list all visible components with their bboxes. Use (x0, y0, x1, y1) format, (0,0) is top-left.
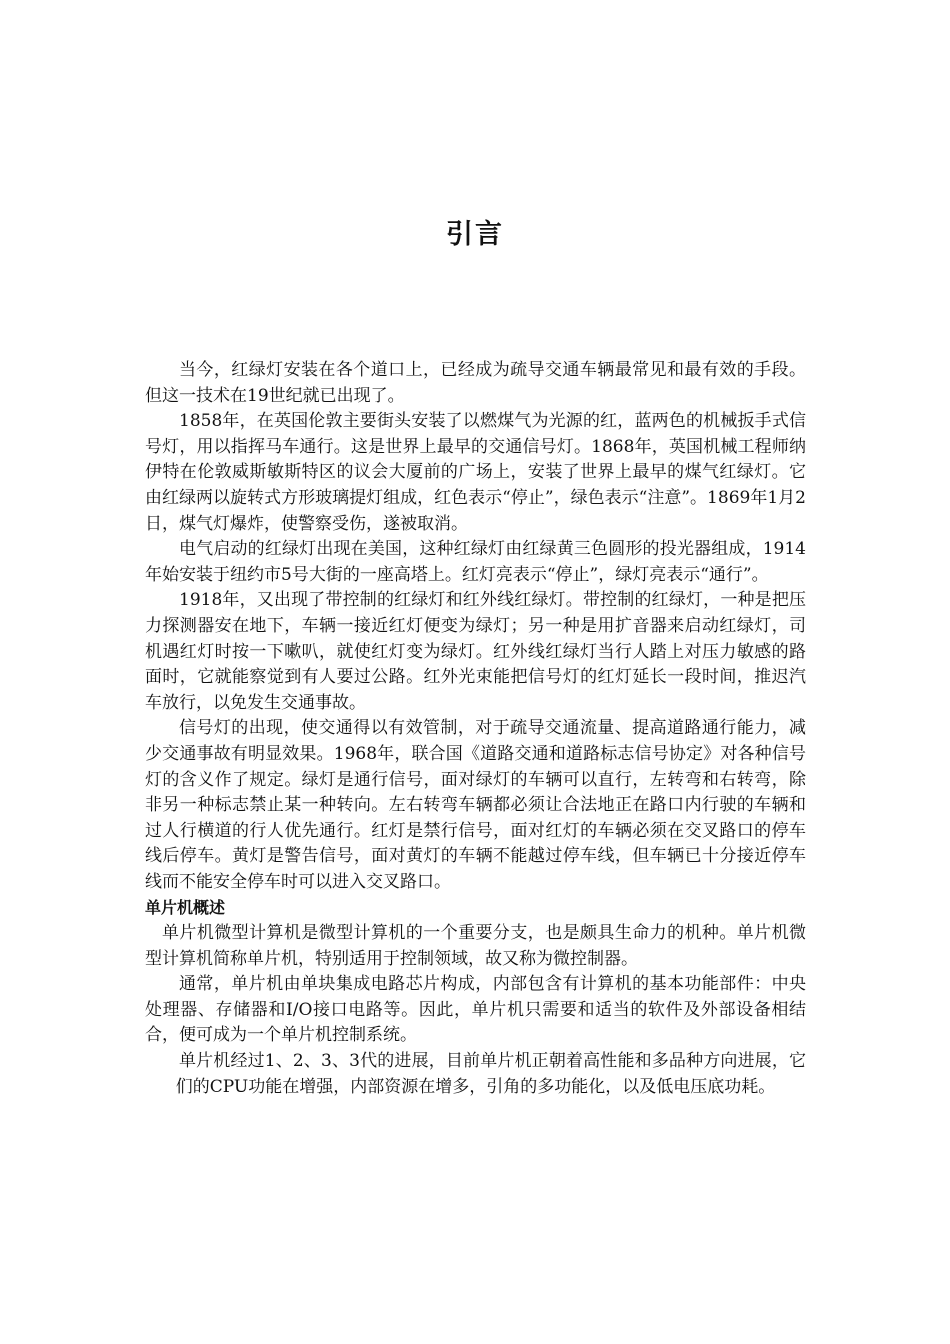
paragraph-mcu-components: 通常，单片机由单块集成电路芯片构成，内部包含有计算机的基本功能部件：中央处理器、存储器和I/O接口电路等。因此，单片机只需要和适当的软件及外部设备相结合，便可成为一个单片机控制系统。 (145, 974, 806, 1046)
document-body (145, 358, 806, 1100)
section-heading: 单片机概述 (145, 898, 226, 918)
paragraph-intro: 当今，红绿灯安装在各个道口上，已经成为疏导交通车辆最常见和最有效的手段。但这一技术在19世纪就已出现了。 (145, 360, 806, 406)
paragraph-1858: 1858年，在英国伦敦主要街头安装了以燃煤气为光源的红，蓝两色的机械扳手式信号灯，用以指挥马车通行。这是世界上最早的交通信号灯。1868年，英国机械工程师纳伊特在伦敦威斯敏斯特区的议会大厦前的广场上，安装了世界上最早的煤气红绿灯。它由红绿两以旋转式方形玻璃提灯组成，红色表示“停止”，绿色表示“注意”。1869年1月2日，煤气灯爆炸，使警察受伤，遂被取消。 (145, 411, 806, 534)
paragraph-electric: 电气启动的红绿灯出现在美国，这种红绿灯由红绿黄三色圆形的投光器组成，1914年始安装于纽约市5号大街的一座高塔上。红灯亮表示“停止”，绿灯亮表示“通行”。 (145, 539, 806, 585)
page-title: 引言 (446, 219, 504, 250)
paragraph-mcu-definition: 单片机微型计算机是微型计算机的一个重要分支，也是颇具生命力的机种。单片机微型计算机简称单片机，特别适用于控制领域，故又称为微控制器。 (145, 923, 806, 969)
paragraph-1918: 1918年，又出现了带控制的红绿灯和红外线红绿灯。带控制的红绿灯，一种是把压力探测器安在地下，车辆一接近红灯便变为绿灯；另一种是用扩音器来启动红绿灯，司机遇红灯时按一下嗽叭，就使红灯变为绿灯。红外线红绿灯当行人踏上对压力敏感的路面时，它就能察觉到有人要过公路。红外光束能把信号灯的红灯延长一段时间，推迟汽车放行，以免发生交通事故。 (145, 590, 806, 713)
paragraph-signal-rules: 信号灯的出现，使交通得以有效管制，对于疏导交通流量、提高道路通行能力，减少交通事故有明显效果。1968年，联合国《道路交通和道路标志信号协定》对各种信号灯的含义作了规定。绿灯是通行信号，面对绿灯的车辆可以直行，左转弯和右转弯，除非另一种标志禁止某一种转向。左右转弯车辆都必须让合法地正在路口内行驶的车辆和过人行横道的行人优先通行。红灯是禁行信号，面对红灯的车辆必须在交叉路口的停车线后停车。黄灯是警告信号，面对黄灯的车辆不能越过停车线，但车辆已十分接近停车线而不能安全停车时可以进入交叉路口。 (145, 718, 806, 892)
paragraph-mcu-development: 单片机经过1、2、3、3代的进展，目前单片机正朝着高性能和多品种方向进展，它们的CPU功能在增强，内部资源在增多，引角的多功能化，以及低电压底功耗。 (175, 1051, 806, 1097)
